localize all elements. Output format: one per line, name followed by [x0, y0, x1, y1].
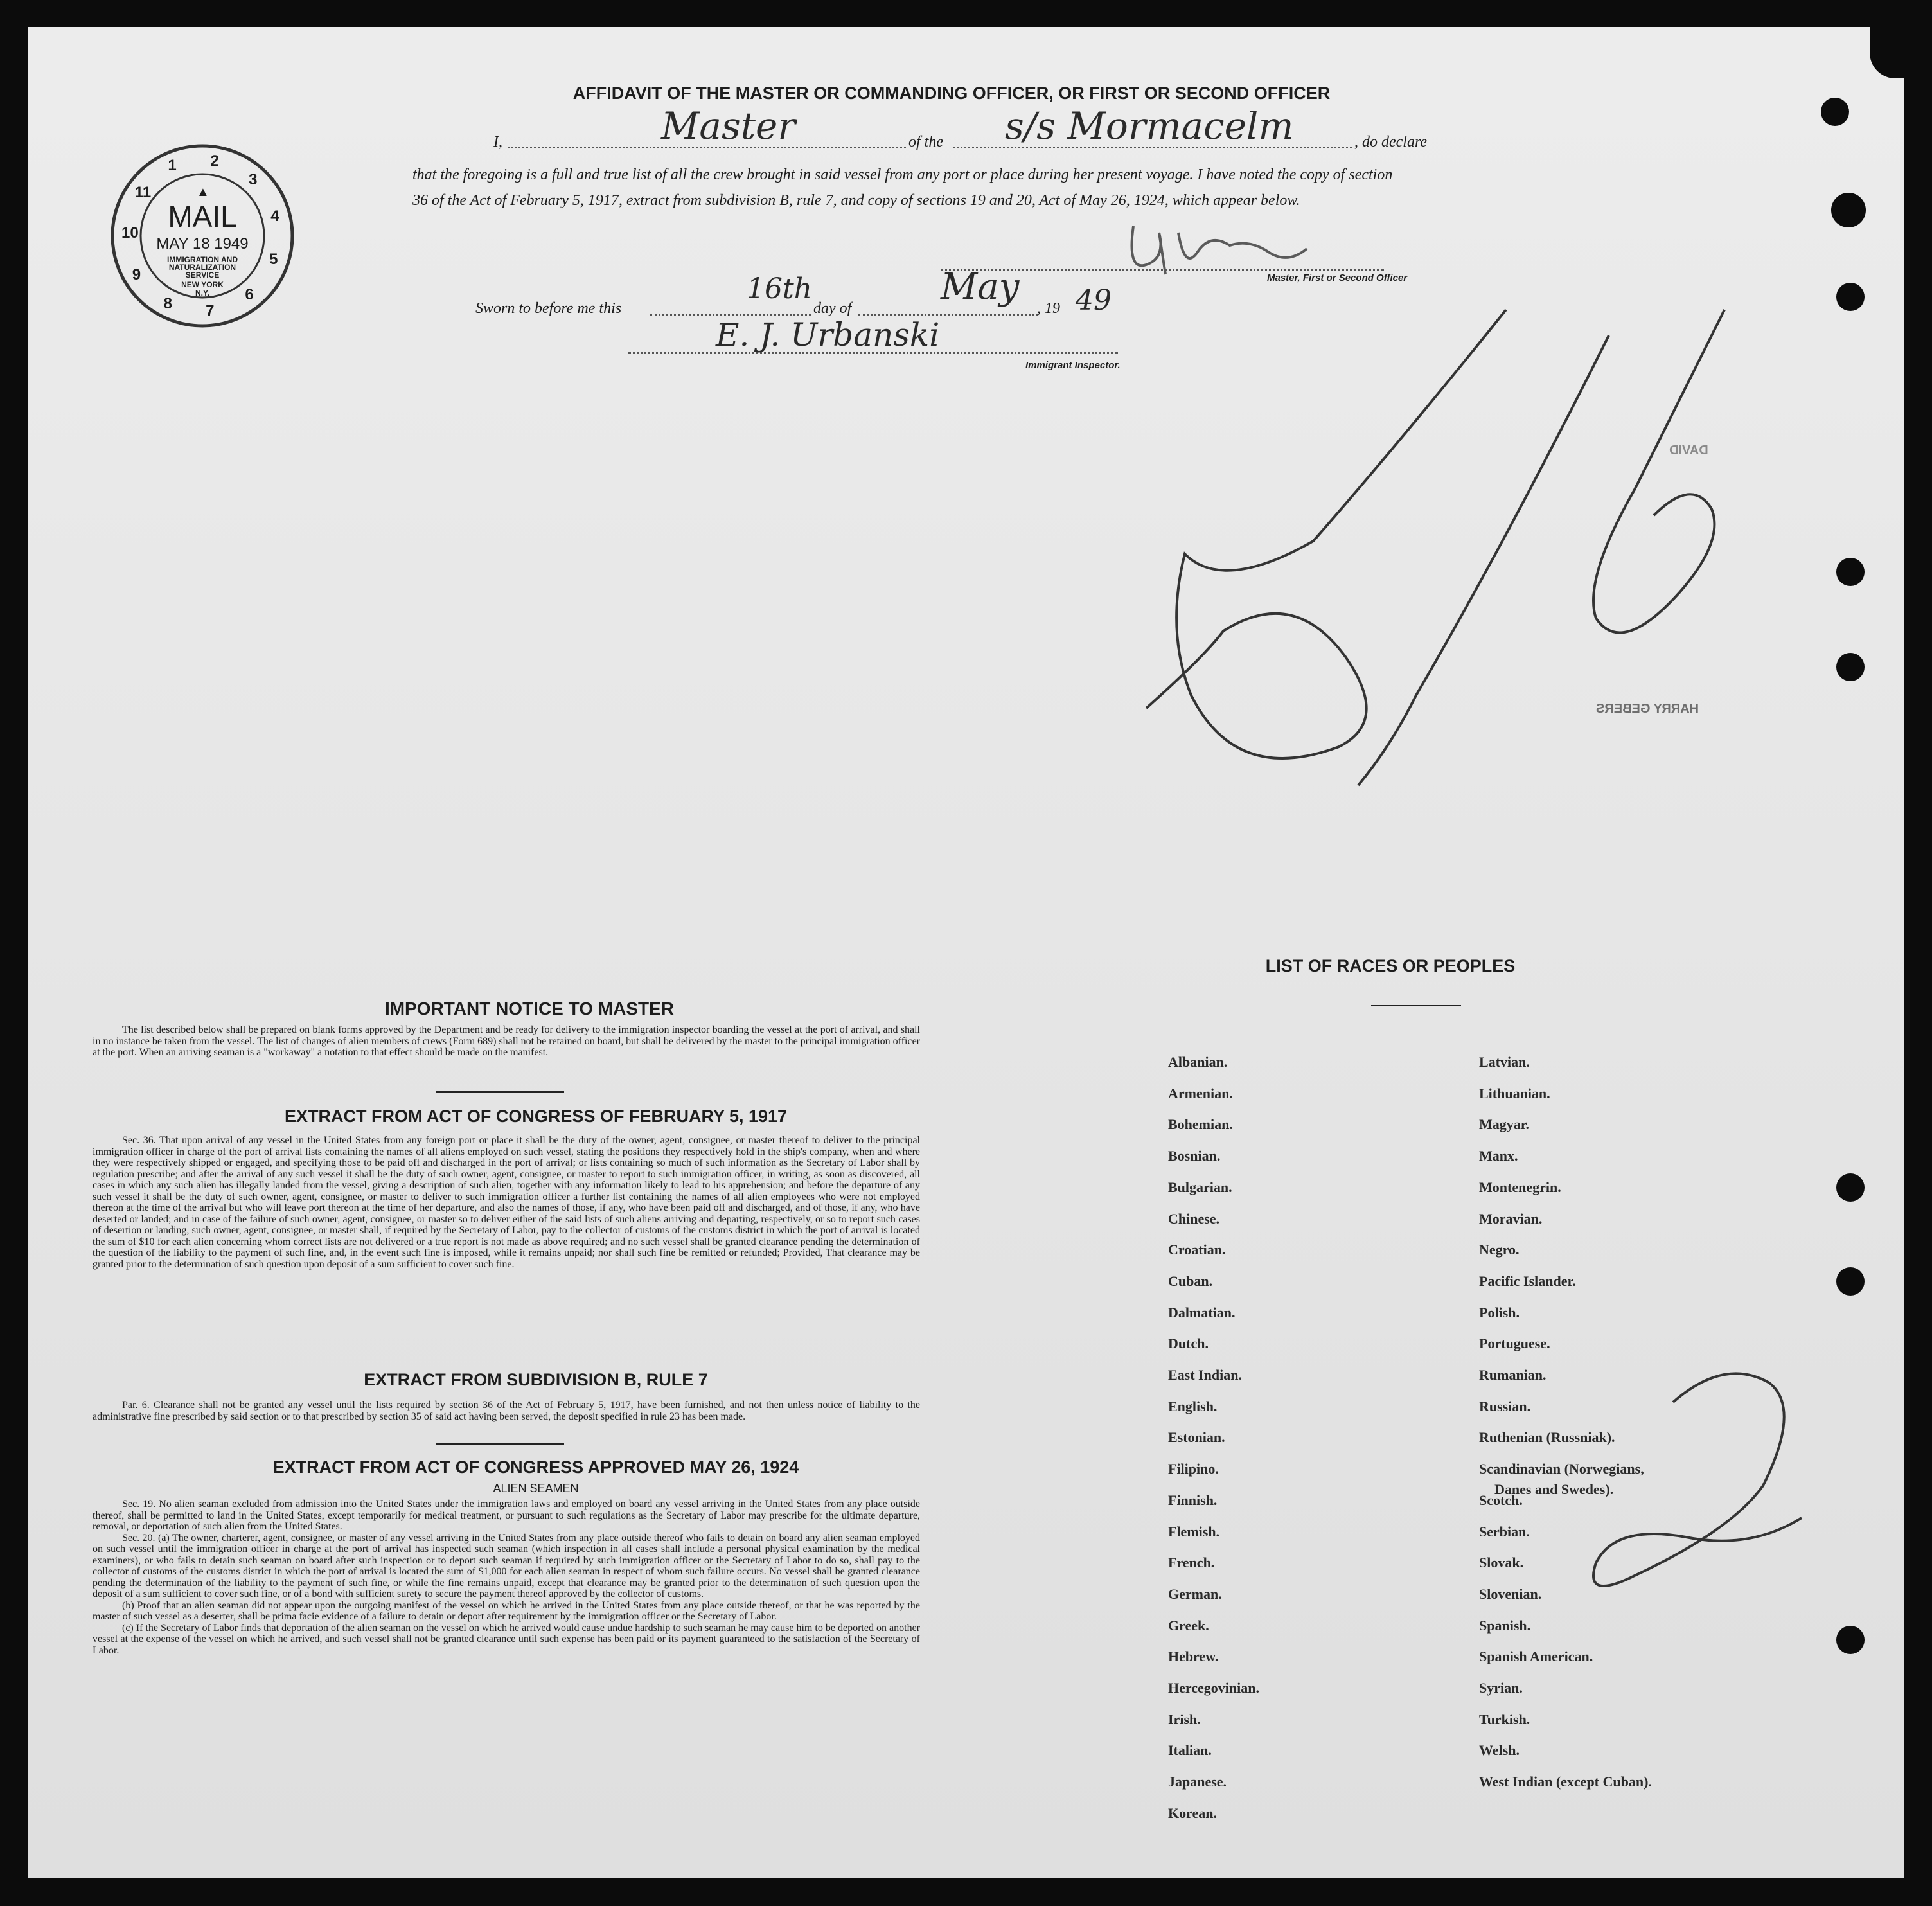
races-title: LIST OF RACES OR PEOPLES	[1265, 956, 1516, 975]
affidavit-line-declare: , do declare	[1354, 134, 1428, 150]
race-item: Russian.	[1479, 1398, 1531, 1414]
stamp-ring-number: 7	[206, 302, 215, 320]
extract-rule7-title: EXTRACT FROM SUBDIVISION B, RULE 7	[364, 1370, 708, 1389]
punch-hole	[1836, 558, 1865, 586]
notice-paragraph: The list described below shall be prepared on blank forms approved by the Department and be ready for delivery to the immigration inspector boarding the vessel at the port of arrival, and shall in no instance be taken from the vessel. The list of changes of alien members of crews (Form 689) shall not be retained on board, but shall be delivered by the master to the principal immigration officer at the port. When an arriving seaman is a "workaway" a notation to that effect should be made on the manifest.	[93, 1024, 920, 1058]
handwritten-rank: Master	[661, 104, 796, 148]
race-item: Flemish.	[1168, 1523, 1220, 1540]
sec20b-paragraph: (b) Proof that an alien seaman did not appear upon the outgoing manifest of the vessel on which he arrived in the United States from any place outside thereof, or that he was reported by the master of such vessel as a deserter, shall be prima facie evidence of a failure to detain or deport after requirement by the immigration officer or the Secretary of Labor.	[93, 1599, 920, 1622]
stamp-ring-number: 5	[269, 250, 278, 268]
race-item: Armenian.	[1168, 1085, 1233, 1101]
race-item: Hebrew.	[1168, 1648, 1219, 1665]
sworn-prefix: Sworn to before me this	[475, 300, 622, 317]
race-item: Slovenian.	[1479, 1585, 1542, 1602]
race-item: Lithuanian.	[1479, 1085, 1550, 1101]
race-item: French.	[1168, 1554, 1215, 1571]
extract-1924-subtitle: ALIEN SEAMEN	[493, 1482, 579, 1495]
master-caption-struck: First or Second Officer	[1302, 272, 1408, 283]
stamp-ring-number: 6	[245, 285, 254, 303]
race-item: East Indian.	[1168, 1367, 1242, 1383]
extract-1917-title: EXTRACT FROM ACT OF CONGRESS OF FEBRUARY 5, 1917	[284, 1107, 788, 1126]
extract-1917-paragraph: Sec. 36. That upon arrival of any vessel in the United States from any foreign port or place it shall be the duty of the owner, agent, consignee, or master thereof to deliver to the principal immigration officer in charge of the port of arrival lists containing the names of all aliens employed on such vessel, stating the positions they respectively hold in the ship's company, when and where they were respectively shipped or engaged, and specifying those to be paid off and discharged in the port of arrival; or lists containing so much of such information as the Secretary of Labor shall by regulation prescribe; and after the arrival of any such vessel it shall be the duty of such owner, agent, consignee, or master to report to such immigration officer, in writing, as soon as discovered, all cases in which any such alien has illegally landed from the vessel, giving a description of such alien, together with any information likely to lead to his apprehension; and before the departure of any such vessel it shall be the duty of such owner, agent, consignee, or master to deliver to such immigration officer a further list containing the names of all alien employees who were not employed thereon at the time of the arrival but who will leave port thereon at the time of her departure, and also the names of those, if any, who have been paid off and discharged, and of those, if any, who have deserted or landed; and in case of the failure of such owner, agent, consignee, or master so to deliver either of the said lists of such aliens arriving and departing, respectively, or so to report such cases of desertion or landing, such owner, agent, consignee, or master shall, if required by the Secretary of Labor, pay to the collector of customs of the customs district in which the port of arrival is located the sum of $10 for each alien concerning whom correct lists are not delivered or a true report is not made as above required; and no such vessel shall be granted clearance pending the determination of the question of the liability to the payment of such fine, and, in the event such fine is imposed, while it remains unpaid; nor shall such fine be remitted or refunded; Provided, That clearance may be granted prior to the determination of such question upon deposit of a sum sufficient to cover such fine.	[93, 1135, 920, 1270]
race-item: Portuguese.	[1479, 1335, 1550, 1352]
race-item: Scandinavian (Norwegians,	[1479, 1461, 1644, 1477]
race-item: Japanese.	[1168, 1774, 1227, 1790]
race-item: Serbian.	[1479, 1523, 1530, 1540]
inspector-signature: E. J. Urbanski	[716, 316, 940, 353]
race-item: Slovak.	[1479, 1554, 1524, 1571]
extract-1924-body	[93, 1499, 920, 1656]
races-divider	[1371, 1005, 1461, 1006]
race-item: Bosnian.	[1168, 1148, 1221, 1164]
race-item: Ruthenian (Russniak).	[1479, 1429, 1615, 1446]
race-item: West Indian (except Cuban).	[1479, 1774, 1652, 1790]
divider-2	[436, 1443, 564, 1445]
race-item: Chinese.	[1168, 1210, 1220, 1227]
handwritten-month: May	[941, 266, 1020, 308]
affidavit-line-of-the: of the	[908, 134, 943, 150]
handwritten-number-large-text	[1146, 297, 1148, 298]
divider-1	[436, 1091, 564, 1093]
stamp-service: IMMIGRATION AND NATURALIZATION SERVICE	[167, 255, 238, 280]
race-item: Spanish.	[1479, 1617, 1531, 1634]
race-item: Negro.	[1479, 1242, 1520, 1258]
race-item: Croatian.	[1168, 1242, 1226, 1258]
race-item: Manx.	[1479, 1148, 1518, 1164]
race-item: Montenegrin.	[1479, 1179, 1561, 1195]
extract-1917-body	[93, 1135, 920, 1270]
handwritten-day: 16th	[747, 272, 813, 305]
race-item: Spanish American.	[1479, 1648, 1593, 1665]
affidavit-line-prefix: I,	[493, 134, 502, 150]
affidavit-body: that the foregoing is a full and true list of all the crew brought in said vessel from any port or place during her present voyage. I have noted the copy of section 36 of the Act of February 5, 1917, extract from subdivision B, rule 7, and copy of sections 19 and 20, Act of May 26, 1924, which appear below.	[412, 166, 1393, 209]
sec19-paragraph: Sec. 19. No alien seaman excluded from admission into the United States under the immigration laws and employed on board any vessel arriving in the United States from any place outside thereof, shall be permitted to land in the United States, except temporarily for medical treatment, or pursuant to such regulations as the Secretary of Labor may prescribe for the ultimate departure, removal, or deportation of such alien from the United States.	[93, 1499, 920, 1532]
race-item: Latvian.	[1479, 1054, 1530, 1070]
race-item: Dalmatian.	[1168, 1304, 1236, 1321]
extract-rule7-body	[93, 1400, 920, 1422]
stamp-ring-number: 4	[270, 208, 279, 226]
race-item: Danes and Swedes).	[1494, 1481, 1614, 1498]
stamp-ring-number: 8	[163, 294, 172, 312]
mail-stamp	[109, 143, 296, 329]
race-item: Finnish.	[1168, 1492, 1218, 1508]
extract-1924-title: EXTRACT FROM ACT OF CONGRESS APPROVED MAY 26, 1924	[272, 1457, 799, 1477]
race-item: Pacific Islander.	[1479, 1272, 1576, 1289]
race-item: Turkish.	[1479, 1711, 1530, 1727]
inspector-caption: Immigrant Inspector.	[1025, 360, 1121, 371]
race-item: Rumanian.	[1479, 1367, 1546, 1383]
race-item: Welsh.	[1479, 1742, 1520, 1759]
sworn-year-prefix: , 19	[1037, 300, 1060, 317]
handwritten-number-small-text	[1557, 1357, 1558, 1358]
stamp-ring-number: 9	[132, 265, 141, 283]
stamp-city: NEW YORK	[181, 280, 224, 289]
race-item: Estonian.	[1168, 1429, 1225, 1446]
stamp-ring-number: 1	[168, 157, 177, 175]
master-signature	[1121, 213, 1313, 298]
stamp-ring-number: 3	[249, 171, 258, 189]
punch-hole	[1831, 193, 1866, 227]
document-sheet	[28, 27, 1904, 1878]
race-item: Italian.	[1168, 1742, 1212, 1759]
race-item: Magyar.	[1479, 1116, 1530, 1133]
race-item: English.	[1168, 1398, 1218, 1414]
race-item: Syrian.	[1479, 1680, 1523, 1696]
stamp-ring-number: 11	[134, 184, 152, 202]
sec20c-paragraph: (c) If the Secretary of Labor finds that deportation of the alien seaman on the vessel on which he arrived would cause undue hardship to such seaman he may cause him to be deported on another vessel at the expense of the vessel on which he arrived, and such vessel shall not be granted clearance until such expense has been paid or its payment guaranteed to the satisfaction of the Secretary of Labor.	[93, 1622, 920, 1656]
stamp-date: MAY 18 1949	[156, 235, 249, 253]
affidavit-title: AFFIDAVIT OF THE MASTER OR COMMANDING OFFICER, OR FIRST OR SECOND OFFICER	[572, 84, 1331, 103]
race-item: Polish.	[1479, 1304, 1520, 1321]
extract-rule7-paragraph: Par. 6. Clearance shall not be granted any vessel until the lists required by section 36 of the Act of February 5, 1917, have been furnished, and not then unless notice of liability to the administrative fine prescribed by said section or to that prescribed by section 35 of said act having been served, the deposit specified in rule 23 has been made.	[93, 1400, 920, 1422]
master-caption-master: Master,	[1267, 272, 1300, 283]
race-item: Bulgarian.	[1168, 1179, 1232, 1195]
stamp-label: MAIL	[168, 200, 237, 233]
stamp-arrow-icon: ▲	[197, 185, 209, 199]
stamp-ring-number: 10	[121, 224, 139, 242]
race-item: Filipino.	[1168, 1461, 1219, 1477]
notice-body	[93, 1024, 920, 1058]
handwritten-year: 49	[1076, 284, 1112, 317]
race-item: Scotch.	[1479, 1492, 1523, 1508]
race-item: Moravian.	[1479, 1210, 1543, 1227]
large-number-strokes	[1146, 297, 1840, 875]
race-item: Albanian.	[1168, 1054, 1228, 1070]
notice-title: IMPORTANT NOTICE TO MASTER	[384, 999, 675, 1019]
sec20a-paragraph: Sec. 20. (a) The owner, charterer, agent, consignee, or master of any vessel arriving in the United States from any place outside thereof who fails to detain on board any alien seaman employed on such vessel until the immigration officer in charge at the port of arrival has inspected such seaman (which inspection in all cases shall include a personal physical examination by the medical examiners), or who fails to detain such seaman on board after such inspection or to deport such seaman if required by such immigration officer or the Secretary of Labor to do so, shall pay to the collector of customs of the customs district in which the port of arrival is located the sum of $1,000 for each alien seaman in respect of whom such failure occurs. No vessel shall be granted clearance pending the determination of the liability to the payment of such fine, or while the fine remains unpaid, except that clearance may be granted prior to the determination of such question upon the deposit of a sum sufficient to cover such fine, or of a bond with sufficient surety to secure the payment thereof approved by the collector of customs.	[93, 1532, 920, 1599]
punch-hole	[1836, 1626, 1865, 1654]
race-item: Dutch.	[1168, 1335, 1209, 1352]
handwritten-number-large	[1146, 297, 1840, 875]
handwritten-vessel: s/s Mormacelm	[1005, 104, 1294, 148]
punch-hole	[1836, 653, 1865, 681]
ghost-mark-upper: DAVID	[1669, 443, 1708, 458]
punch-hole	[1836, 1173, 1865, 1202]
race-item: Korean.	[1168, 1804, 1217, 1821]
sworn-day-of: day of	[813, 300, 852, 317]
stamp-state: N.Y.	[195, 289, 209, 298]
race-item: Bohemian.	[1168, 1116, 1233, 1133]
race-item: German.	[1168, 1585, 1222, 1602]
master-caption	[1267, 272, 1407, 283]
race-item: Hercegovinian.	[1168, 1680, 1259, 1696]
punch-hole	[1836, 1267, 1865, 1296]
punch-hole	[1821, 98, 1849, 126]
punch-hole	[1836, 283, 1865, 311]
race-item: Irish.	[1168, 1711, 1201, 1727]
race-item: Cuban.	[1168, 1272, 1213, 1289]
race-item: Greek.	[1168, 1617, 1209, 1634]
stamp-ring-number: 2	[210, 152, 219, 170]
ghost-mark-lower: HARRY GEBERS	[1596, 702, 1699, 716]
